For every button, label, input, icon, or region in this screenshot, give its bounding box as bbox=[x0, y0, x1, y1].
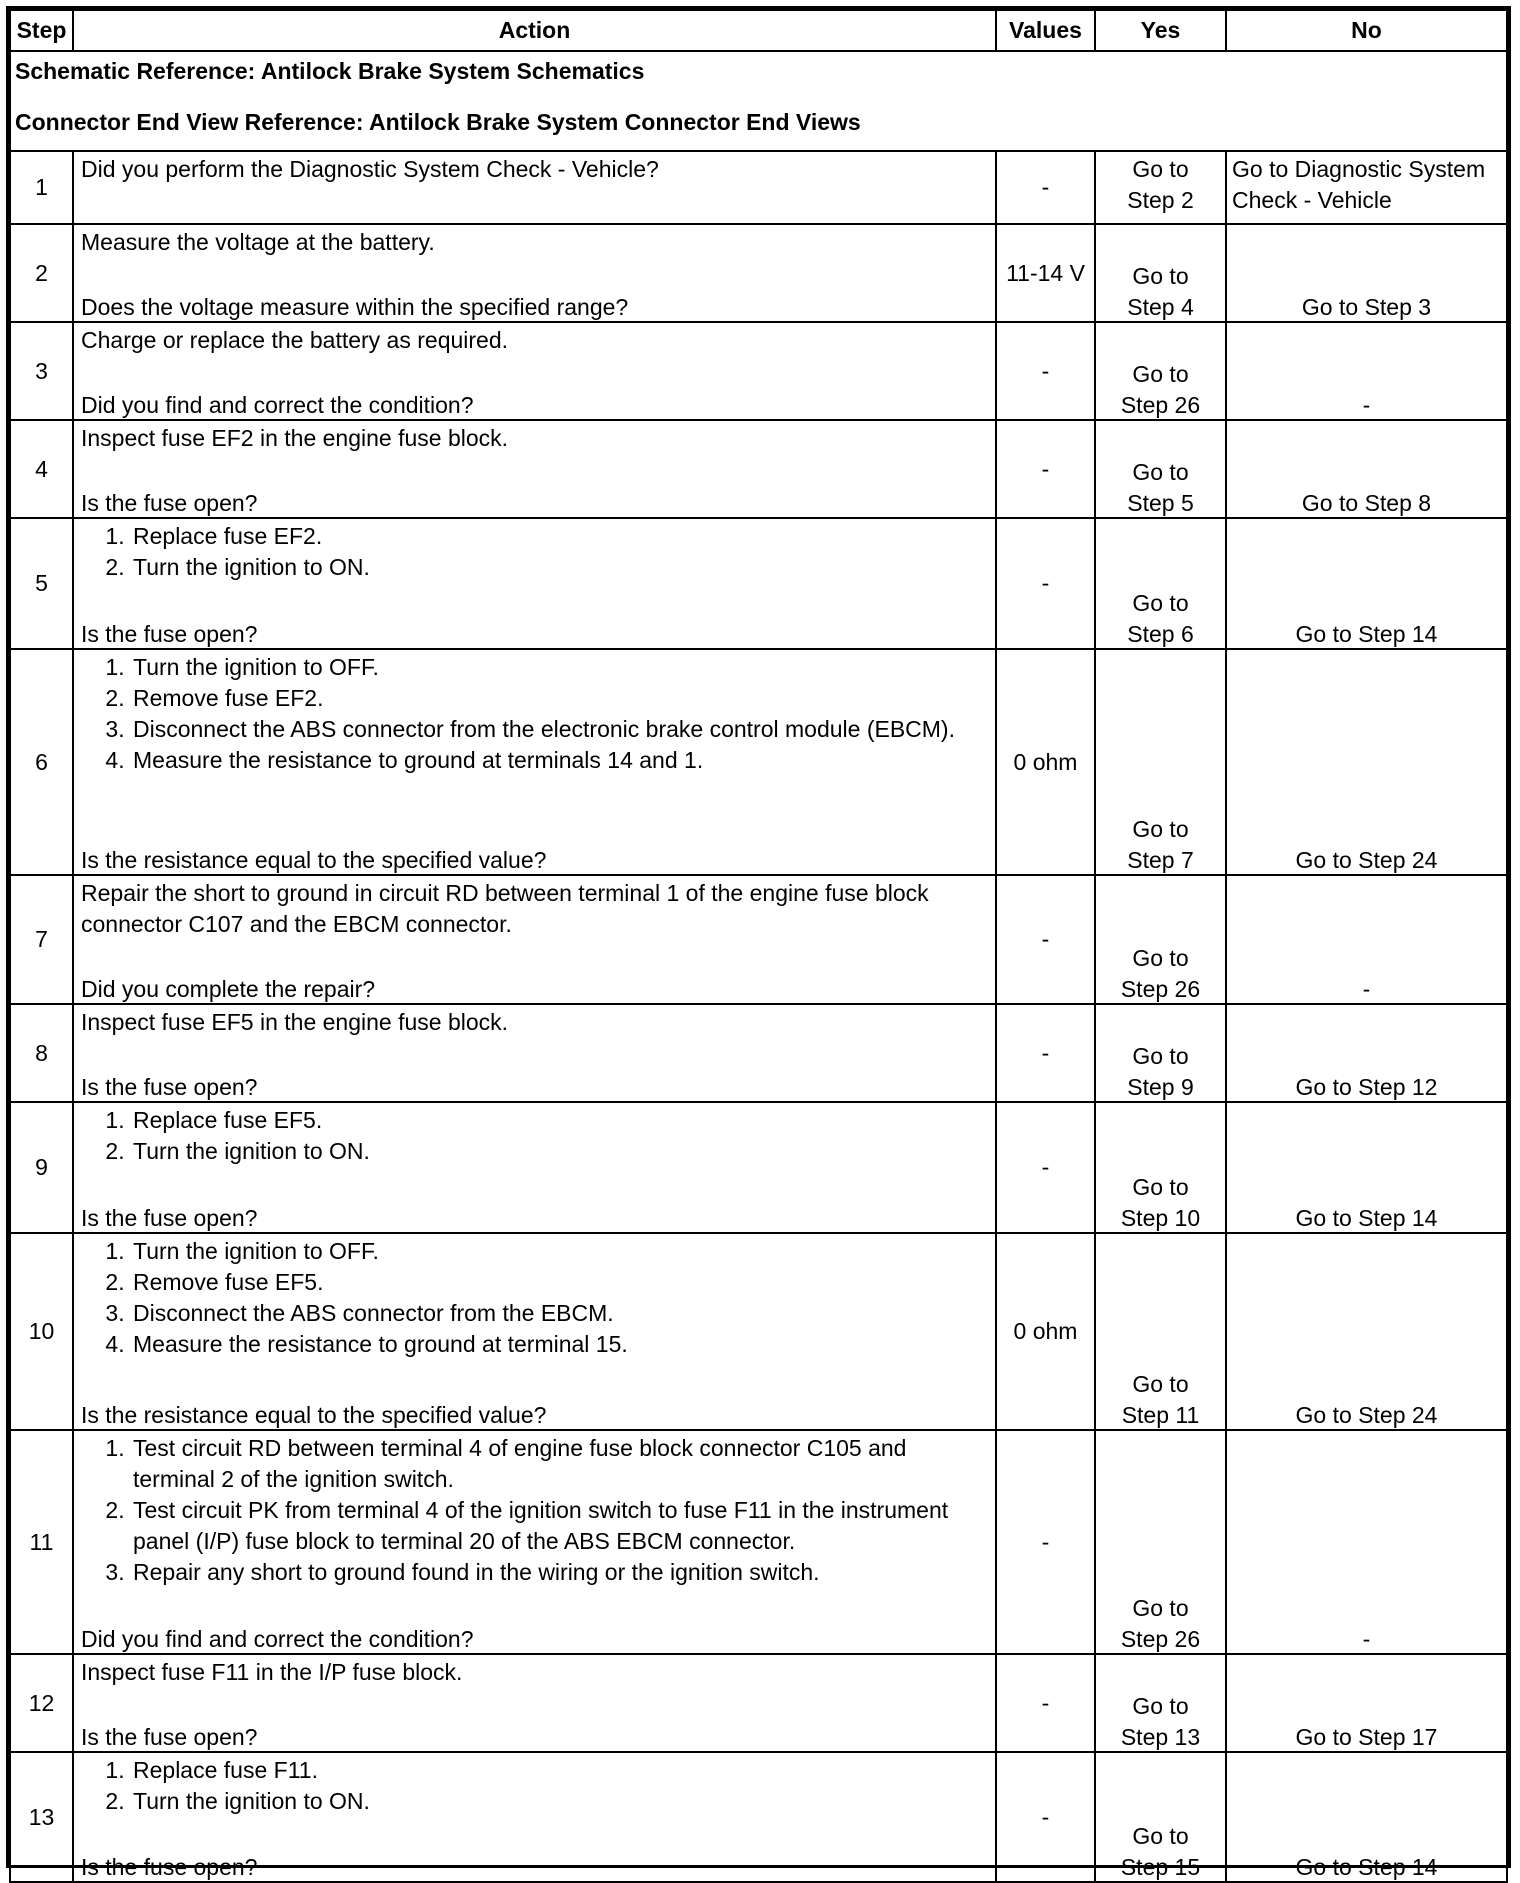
yes-outcome-line: Step 2 bbox=[1127, 187, 1194, 213]
action-substep: 2. Remove fuse EF5. bbox=[131, 1267, 988, 1298]
step-no-outcome bbox=[1226, 1233, 1507, 1430]
action-substep: 1. Turn the ignition to OFF. bbox=[131, 652, 988, 683]
action-question: Is the resistance equal to the specified value? bbox=[81, 1402, 547, 1428]
table-row bbox=[10, 649, 1507, 875]
step-action bbox=[73, 649, 996, 875]
yes-outcome-line: Step 13 bbox=[1120, 1724, 1201, 1750]
action-substeps bbox=[81, 652, 988, 776]
action-substeps bbox=[81, 1755, 988, 1817]
action-question: Is the fuse open? bbox=[81, 621, 258, 647]
step-no-outcome bbox=[1226, 322, 1507, 420]
table-row bbox=[10, 1654, 1507, 1752]
action-substep: 3. Disconnect the ABS connector from the electronic brake control module (EBCM). bbox=[131, 714, 988, 745]
step-value: - bbox=[996, 1654, 1095, 1752]
no-outcome-line: Go to Step 17 bbox=[1295, 1724, 1438, 1750]
yes-outcome-line: Go to bbox=[1132, 1371, 1189, 1397]
table-row bbox=[10, 1233, 1507, 1430]
step-yes-outcome bbox=[1095, 649, 1226, 875]
action-question: Is the resistance equal to the specified value? bbox=[81, 847, 547, 873]
step-number: 13 bbox=[10, 1752, 73, 1882]
step-no-outcome bbox=[1226, 420, 1507, 518]
step-value: - bbox=[996, 420, 1095, 518]
step-action bbox=[73, 1102, 996, 1233]
yes-outcome-line: Go to bbox=[1132, 1043, 1189, 1069]
step-action bbox=[73, 875, 996, 1004]
no-outcome-line: Go to Step 14 bbox=[1295, 1854, 1438, 1880]
action-substeps bbox=[81, 1236, 988, 1360]
action-substep: 1. Test circuit RD between terminal 4 of engine fuse block connector C105 and terminal 2 of the ignition switch. bbox=[131, 1433, 988, 1495]
action-question: Did you find and correct the condition? bbox=[81, 1626, 474, 1652]
step-yes-outcome bbox=[1095, 1004, 1226, 1102]
step-value: 11-14 V bbox=[996, 224, 1095, 322]
step-yes-outcome bbox=[1095, 1430, 1226, 1654]
table-row bbox=[10, 1752, 1507, 1882]
action-substep: 1. Replace fuse EF5. bbox=[131, 1105, 988, 1136]
header-action: Action bbox=[73, 10, 996, 51]
step-number: 5 bbox=[10, 518, 73, 649]
no-outcome-line: - bbox=[1362, 1626, 1371, 1652]
no-outcome-line: Go to Step 8 bbox=[1301, 490, 1432, 516]
action-question: Is the fuse open? bbox=[81, 490, 258, 516]
table-row bbox=[10, 151, 1507, 224]
action-substep: 3. Disconnect the ABS connector from the EBCM. bbox=[131, 1298, 988, 1329]
yes-outcome-line: Go to bbox=[1132, 816, 1189, 842]
step-value: 0 ohm bbox=[996, 649, 1095, 875]
table-row bbox=[10, 875, 1507, 1004]
schematic-reference: Schematic Reference: Antilock Brake System Schematics bbox=[15, 58, 645, 84]
step-value: 0 ohm bbox=[996, 1233, 1095, 1430]
yes-outcome-line: Step 7 bbox=[1127, 847, 1194, 873]
no-outcome-line: Check - Vehicle bbox=[1232, 187, 1392, 213]
no-outcome-line: - bbox=[1362, 976, 1371, 1002]
yes-outcome-line: Step 9 bbox=[1127, 1074, 1194, 1100]
step-yes-outcome bbox=[1095, 1752, 1226, 1882]
step-no-outcome bbox=[1226, 1004, 1507, 1102]
no-outcome-line: Go to Step 24 bbox=[1295, 847, 1438, 873]
step-number: 12 bbox=[10, 1654, 73, 1752]
action-substep: 2. Turn the ignition to ON. bbox=[131, 1786, 988, 1817]
yes-outcome-line: Go to bbox=[1132, 361, 1189, 387]
step-value: - bbox=[996, 151, 1095, 224]
yes-outcome-line: Step 4 bbox=[1127, 294, 1194, 320]
step-no-outcome bbox=[1226, 875, 1507, 1004]
step-action bbox=[73, 322, 996, 420]
step-number: 9 bbox=[10, 1102, 73, 1233]
step-yes-outcome bbox=[1095, 875, 1226, 1004]
table-row bbox=[10, 1430, 1507, 1654]
step-number: 6 bbox=[10, 649, 73, 875]
no-outcome-line: Go to Step 14 bbox=[1295, 621, 1438, 647]
yes-outcome-line: Step 26 bbox=[1120, 1626, 1201, 1652]
yes-outcome-line: Step 26 bbox=[1120, 392, 1201, 418]
no-outcome-line: Go to Diagnostic System bbox=[1232, 156, 1486, 182]
yes-outcome-line: Go to bbox=[1132, 263, 1189, 289]
action-substep: 3. Repair any short to ground found in the wiring or the ignition switch. bbox=[131, 1557, 988, 1588]
step-action bbox=[73, 1752, 996, 1882]
table-row bbox=[10, 322, 1507, 420]
action-text: Measure the voltage at the battery. bbox=[81, 229, 435, 255]
action-question: Is the fuse open? bbox=[81, 1724, 258, 1750]
step-action bbox=[73, 1233, 996, 1430]
yes-outcome-line: Step 15 bbox=[1120, 1854, 1201, 1880]
action-substep: 2. Remove fuse EF2. bbox=[131, 683, 988, 714]
reference-row bbox=[10, 51, 1507, 151]
step-no-outcome bbox=[1226, 649, 1507, 875]
step-no-outcome bbox=[1226, 224, 1507, 322]
action-question: Did you complete the repair? bbox=[81, 976, 376, 1002]
step-yes-outcome bbox=[1095, 420, 1226, 518]
table-row bbox=[10, 420, 1507, 518]
yes-outcome-line: Go to bbox=[1132, 1174, 1189, 1200]
step-action bbox=[73, 518, 996, 649]
step-no-outcome bbox=[1226, 1752, 1507, 1882]
action-substeps bbox=[81, 1433, 988, 1588]
step-value: - bbox=[996, 1102, 1095, 1233]
yes-outcome-line: Go to bbox=[1132, 1823, 1189, 1849]
action-question: Does the voltage measure within the specified range? bbox=[81, 294, 629, 320]
yes-outcome-line: Go to bbox=[1132, 945, 1189, 971]
yes-outcome-line: Step 26 bbox=[1120, 976, 1201, 1002]
step-number: 7 bbox=[10, 875, 73, 1004]
step-no-outcome bbox=[1226, 151, 1507, 224]
action-text: Inspect fuse EF2 in the engine fuse block. bbox=[81, 425, 509, 451]
step-action bbox=[73, 1430, 996, 1654]
action-question: Is the fuse open? bbox=[81, 1854, 258, 1880]
table-row bbox=[10, 1102, 1507, 1233]
step-yes-outcome bbox=[1095, 518, 1226, 649]
yes-outcome-line: Go to bbox=[1132, 1693, 1189, 1719]
action-text: Inspect fuse F11 in the I/P fuse block. bbox=[81, 1659, 463, 1685]
no-outcome-line: Go to Step 24 bbox=[1295, 1402, 1438, 1428]
step-no-outcome bbox=[1226, 1430, 1507, 1654]
action-question: Did you find and correct the condition? bbox=[81, 392, 474, 418]
action-substeps bbox=[81, 521, 988, 583]
step-yes-outcome bbox=[1095, 1233, 1226, 1430]
step-yes-outcome bbox=[1095, 151, 1226, 224]
action-substep: 2. Turn the ignition to ON. bbox=[131, 1136, 988, 1167]
step-value: - bbox=[996, 322, 1095, 420]
step-no-outcome bbox=[1226, 518, 1507, 649]
reference-cell bbox=[10, 51, 1507, 151]
connector-reference: Connector End View Reference: Antilock Brake System Connector End Views bbox=[15, 109, 861, 135]
step-yes-outcome bbox=[1095, 1654, 1226, 1752]
step-yes-outcome bbox=[1095, 322, 1226, 420]
action-substep: 1. Turn the ignition to OFF. bbox=[131, 1236, 988, 1267]
step-number: 2 bbox=[10, 224, 73, 322]
action-text: Inspect fuse EF5 in the engine fuse block. bbox=[81, 1009, 509, 1035]
action-substeps bbox=[81, 1105, 988, 1167]
yes-outcome-line: Go to bbox=[1132, 1595, 1189, 1621]
yes-outcome-line: Go to bbox=[1132, 459, 1189, 485]
step-number: 11 bbox=[10, 1430, 73, 1654]
action-substep: 2. Turn the ignition to ON. bbox=[131, 552, 988, 583]
action-text: Repair the short to ground in circuit RD between terminal 1 of the engine fuse block connector C107 and the EBCM connector. bbox=[81, 880, 929, 937]
table-header-row bbox=[10, 10, 1507, 51]
no-outcome-line: Go to Step 14 bbox=[1295, 1205, 1438, 1231]
header-yes: Yes bbox=[1095, 10, 1226, 51]
step-value: - bbox=[996, 1430, 1095, 1654]
step-no-outcome bbox=[1226, 1654, 1507, 1752]
step-number: 1 bbox=[10, 151, 73, 224]
step-value: - bbox=[996, 875, 1095, 1004]
table-row bbox=[10, 518, 1507, 649]
yes-outcome-line: Go to bbox=[1132, 156, 1189, 182]
step-value: - bbox=[996, 1752, 1095, 1882]
table-row bbox=[10, 1004, 1507, 1102]
action-question: Is the fuse open? bbox=[81, 1074, 258, 1100]
step-action bbox=[73, 1004, 996, 1102]
step-yes-outcome bbox=[1095, 224, 1226, 322]
diagnostic-table bbox=[9, 9, 1508, 1883]
yes-outcome-line: Step 5 bbox=[1127, 490, 1194, 516]
step-number: 8 bbox=[10, 1004, 73, 1102]
step-value: - bbox=[996, 1004, 1095, 1102]
step-number: 10 bbox=[10, 1233, 73, 1430]
action-question: Is the fuse open? bbox=[81, 1205, 258, 1231]
action-text: Charge or replace the battery as required. bbox=[81, 327, 509, 353]
step-action bbox=[73, 151, 996, 224]
no-outcome-line: Go to Step 3 bbox=[1301, 294, 1432, 320]
step-value: - bbox=[996, 518, 1095, 649]
table-row bbox=[10, 224, 1507, 322]
step-action bbox=[73, 420, 996, 518]
header-step: Step bbox=[10, 10, 73, 51]
step-action bbox=[73, 224, 996, 322]
header-values: Values bbox=[996, 10, 1095, 51]
step-number: 3 bbox=[10, 322, 73, 420]
step-action bbox=[73, 1654, 996, 1752]
diagnostic-table-document bbox=[6, 6, 1511, 1880]
yes-outcome-line: Step 11 bbox=[1121, 1402, 1200, 1428]
action-substep: 4. Measure the resistance to ground at terminals 14 and 1. bbox=[131, 745, 988, 776]
action-substep: 1. Replace fuse F11. bbox=[131, 1755, 988, 1786]
yes-outcome-line: Step 10 bbox=[1120, 1205, 1201, 1231]
step-number: 4 bbox=[10, 420, 73, 518]
action-text: Did you perform the Diagnostic System Check - Vehicle? bbox=[81, 156, 659, 182]
action-substep: 2. Test circuit PK from terminal 4 of the ignition switch to fuse F11 in the instrument panel (I/P) fuse block to terminal 20 of the ABS EBCM connector. bbox=[131, 1495, 988, 1557]
no-outcome-line: Go to Step 12 bbox=[1295, 1074, 1438, 1100]
header-no: No bbox=[1226, 10, 1507, 51]
yes-outcome-line: Go to bbox=[1132, 590, 1189, 616]
yes-outcome-line: Step 6 bbox=[1127, 621, 1194, 647]
no-outcome-line: - bbox=[1362, 392, 1371, 418]
step-no-outcome bbox=[1226, 1102, 1507, 1233]
action-substep: 1. Replace fuse EF2. bbox=[131, 521, 988, 552]
action-substep: 4. Measure the resistance to ground at terminal 15. bbox=[131, 1329, 988, 1360]
step-yes-outcome bbox=[1095, 1102, 1226, 1233]
